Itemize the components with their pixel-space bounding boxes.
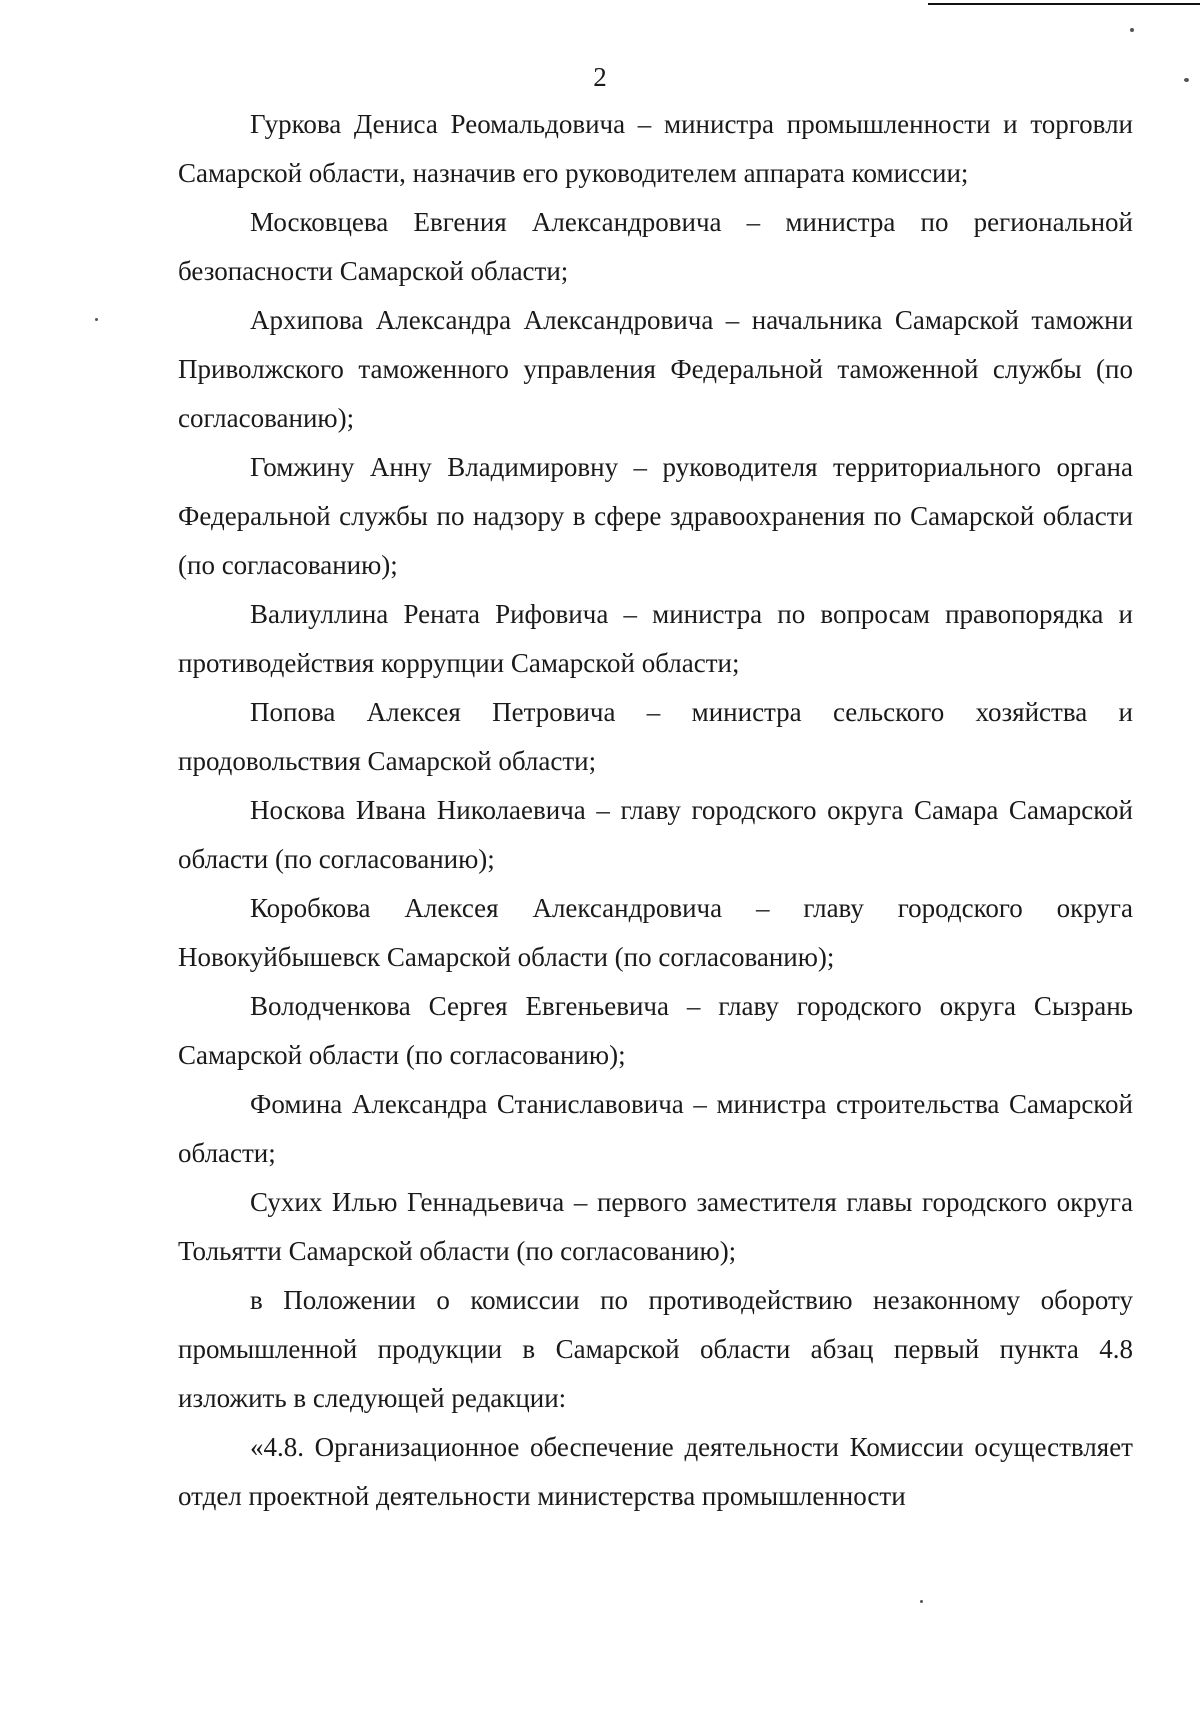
paragraph-arkhipov: Архипова Александра Александровича – начальника Самарской таможни Приволжского таможенного управления Федеральной таможенной службы (по согласованию); bbox=[178, 305, 1133, 433]
scan-edge-line bbox=[928, 3, 1200, 5]
paragraph-sukhikh: Сухих Илью Геннадьевича – первого заместителя главы городского округа Тольятти Самарской области (по согласованию); bbox=[178, 1187, 1133, 1266]
paragraph-noskov: Носкова Ивана Николаевича – главу городского округа Самара Самарской области (по согласованию); bbox=[178, 795, 1133, 874]
scan-speck bbox=[1130, 28, 1134, 32]
paragraph-gomzhina: Гомжину Анну Владимировну – руководителя территориального органа Федеральной службы по надзору в сфере здравоохранения по Самарской области (по согласованию); bbox=[178, 452, 1133, 580]
paragraph-moskovtsev: Московцева Евгения Александровича – министра по региональной безопасности Самарской области; bbox=[178, 207, 1133, 286]
paragraph-volodchenkov: Володченкова Сергея Евгеньевича – главу городского округа Сызрань Самарской области (по согласованию); bbox=[178, 991, 1133, 1070]
paragraph-regulation-amendment: в Положении о комиссии по противодействию незаконному обороту промышленной продукции в Самарской области абзац первый пункта 4.8 изложить в следующей редакции: bbox=[178, 1285, 1133, 1413]
paragraph-gurkov: Гуркова Дениса Реомальдовича – министра промышленности и торговли Самарской области, назначив его руководителем аппарата комиссии; bbox=[178, 109, 1133, 188]
paragraph-fomin: Фомина Александра Станиславовича – министра строительства Самарской области; bbox=[178, 1089, 1133, 1168]
page-number: 2 bbox=[593, 62, 607, 92]
document-body bbox=[178, 100, 1133, 1521]
paragraph-valiullin: Валиуллина Рената Рифовича – министра по вопросам правопорядка и противодействия коррупции Самарской области; bbox=[178, 599, 1133, 678]
scan-speck bbox=[95, 318, 98, 321]
scan-speck bbox=[1184, 78, 1189, 82]
scan-speck bbox=[920, 1600, 923, 1603]
paragraph-clause-4-8: «4.8. Организационное обеспечение деятельности Комиссии осуществляет отдел проектной деятельности министерства промышленности bbox=[178, 1432, 1133, 1511]
paragraph-popov: Попова Алексея Петровича – министра сельского хозяйства и продовольствия Самарской области; bbox=[178, 697, 1133, 776]
paragraph-korobkov: Коробкова Алексея Александровича – главу городского округа Новокуйбышевск Самарской области (по согласованию); bbox=[178, 893, 1133, 972]
